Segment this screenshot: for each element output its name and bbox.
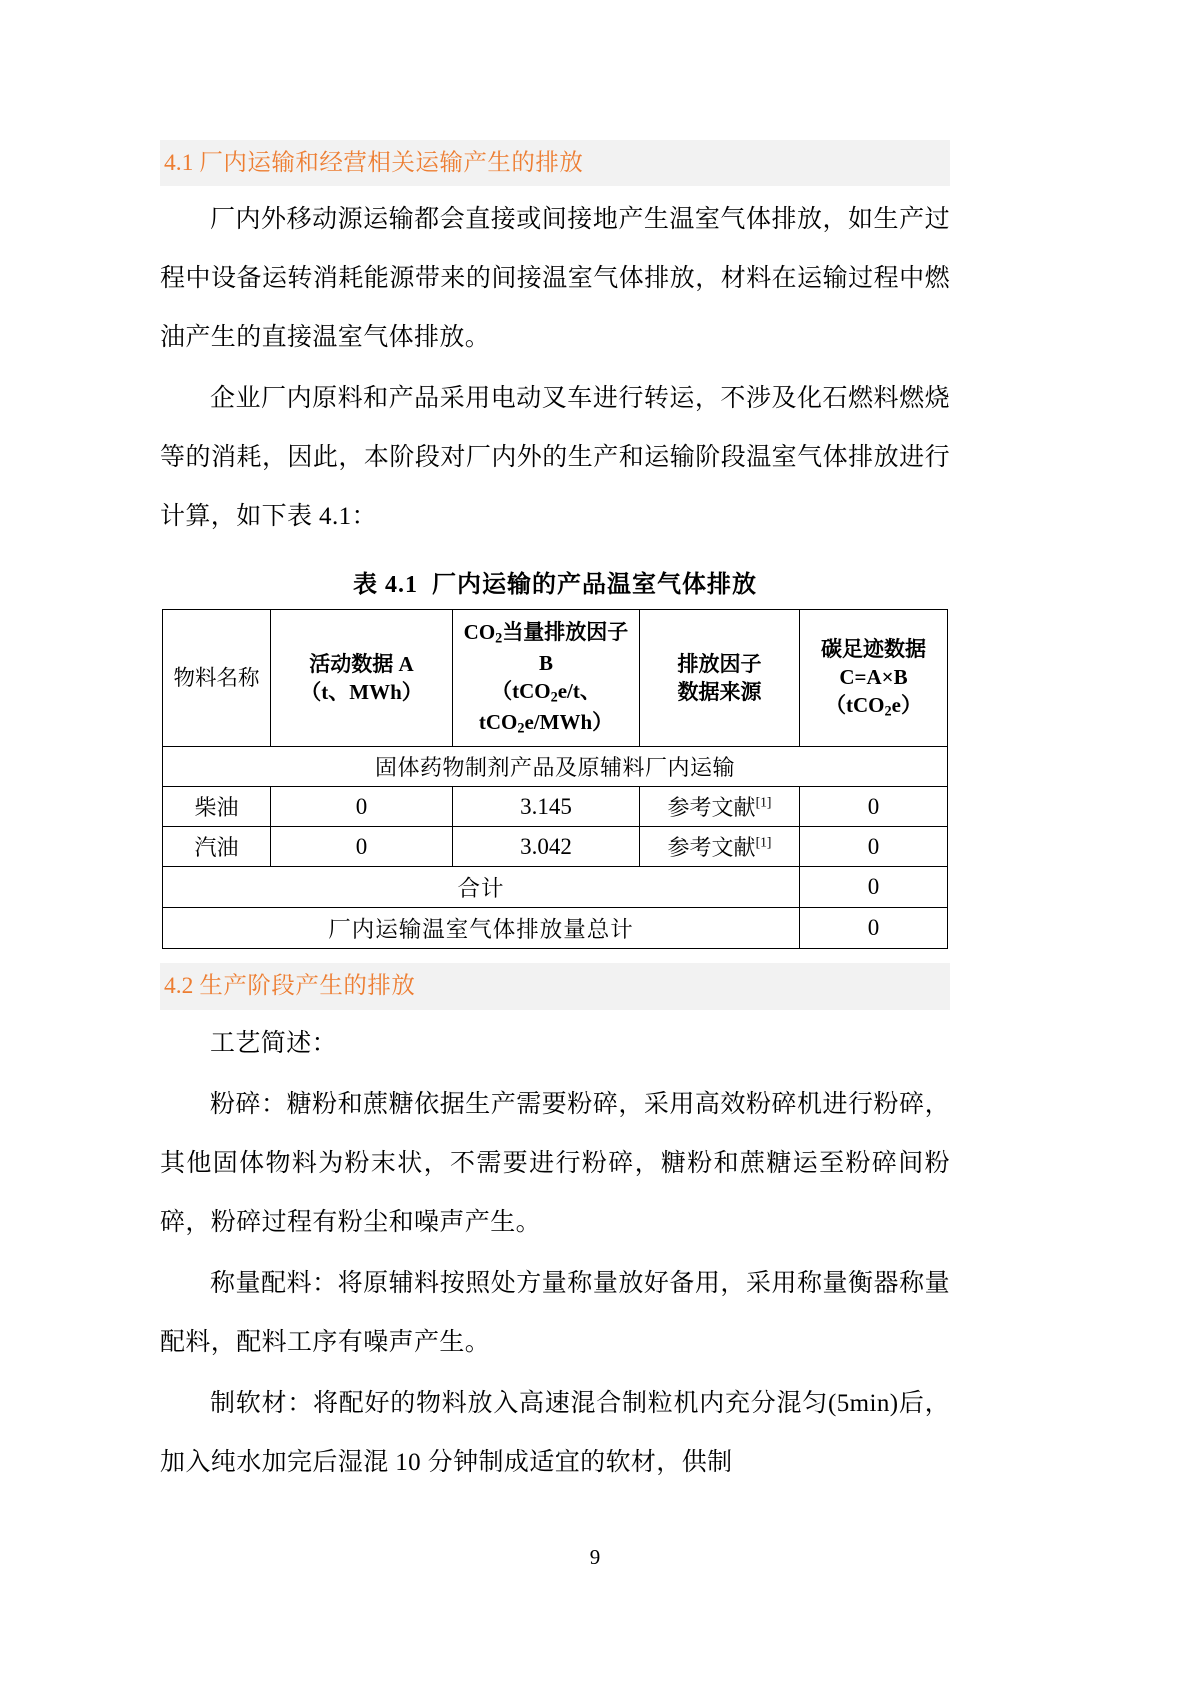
header-factor-source-line2: 数据来源: [677, 680, 762, 705]
header-material-name: 物料名称: [163, 610, 271, 747]
unit-prefix: （tCO: [491, 679, 551, 704]
unit-suffix: e/t、: [557, 679, 601, 704]
table-grandtotal-row: [163, 908, 948, 949]
header-carbon-footprint-line2: C=A×B: [839, 665, 908, 689]
header-factor-source-line1: 排放因子: [677, 652, 762, 677]
cell-emission-factor: 3.042: [453, 827, 640, 867]
cell-factor-source: [640, 787, 800, 827]
heading-4-1-number: 4.1: [164, 150, 194, 176]
subtotal-value: 0: [800, 867, 948, 908]
header-co2-factor-line1: [455, 618, 637, 649]
co2-text: CO: [463, 620, 496, 644]
header-activity-data-line2: （t、MWh）: [300, 680, 423, 705]
cell-carbon-footprint: 0: [800, 787, 948, 827]
paragraph-4-2-4: 制软材：将配好的物料放入高速混合制粒机内充分混匀(5min)后，加入纯水加完后湿混 10 分钟制成适宜的软材，供制: [160, 1389, 950, 1476]
header-activity-data: [271, 610, 453, 747]
table-caption-number: 表 4.1: [353, 572, 418, 599]
cell-emission-factor: 3.145: [453, 787, 640, 827]
header-carbon-footprint-line1: 碳足迹数据: [821, 636, 926, 661]
header-co2-factor-line3: [455, 677, 637, 708]
unit2-prefix: tCO: [478, 710, 518, 734]
unit-subscript: 2: [550, 689, 558, 706]
paragraph-4-2-2: 粉碎：糖粉和蔗糖依据生产需要粉碎，采用高效粉碎机进行粉碎，其他固体物料为粉末状，不需要进行粉碎，糖粉和蔗糖运至粉碎间粉碎，粉碎过程有粉尘和噪声产生。: [160, 1090, 950, 1236]
header-carbon-footprint: [800, 610, 948, 747]
heading-4-2-title: 生产阶段产生的排放: [199, 971, 416, 1000]
source-reference: [1]: [755, 835, 772, 851]
co2-subscript: 2: [495, 630, 503, 647]
heading-4-2-number: 4.2: [164, 973, 194, 1000]
cell-carbon-footprint: 0: [800, 827, 948, 867]
cf-unit-suffix: e）: [891, 693, 922, 718]
co2-rest: 当量排放因子: [502, 620, 629, 644]
heading-4-2: [160, 963, 950, 1009]
cell-activity-data: 0: [271, 787, 453, 827]
page-content: [160, 140, 950, 1494]
cell-factor-source: [640, 827, 800, 867]
table-header-row: [163, 610, 948, 747]
table-row: [163, 787, 948, 827]
header-co2-factor-line4: [455, 708, 637, 739]
cell-material-name: 汽油: [163, 827, 271, 867]
source-text: 参考文献: [667, 795, 756, 821]
header-co2-factor: [453, 610, 640, 747]
grandtotal-value: 0: [800, 908, 948, 949]
header-carbon-footprint-line3: [802, 691, 945, 722]
emissions-table: [162, 609, 948, 949]
paragraph-4-2-3: 称量配料：将原辅料按照处方量称量放好备用，采用称量衡器称量配料，配料工序有噪声产生。: [160, 1269, 950, 1356]
table-subtotal-row: [163, 867, 948, 908]
header-co2-factor-line2: B: [538, 650, 553, 675]
source-reference: [1]: [755, 795, 772, 811]
paragraph-4-1-1: 厂内外移动源运输都会直接或间接地产生温室气体排放，如生产过程中设备运转消耗能源带来的间接温室气体排放，材料在运输过程中燃油产生的直接温室气体排放。: [160, 206, 950, 352]
section-row-label: 固体药物制剂产品及原辅料厂内运输: [163, 747, 948, 787]
source-text: 参考文献: [667, 835, 756, 861]
heading-4-1: [160, 140, 950, 186]
table-row: [163, 827, 948, 867]
page-number: 9: [589, 1545, 601, 1569]
heading-4-1-title: 厂内运输和经营相关运输产生的排放: [199, 148, 584, 176]
cf-unit-subscript: 2: [884, 703, 892, 720]
cell-material-name: 柴油: [163, 787, 271, 827]
grandtotal-label: 厂内运输温室气体排放量总计: [163, 908, 800, 949]
table-section-row: [163, 747, 948, 787]
subtotal-label: 合计: [163, 867, 800, 908]
unit2-subscript: 2: [517, 720, 525, 737]
header-factor-source: [640, 610, 800, 747]
paragraph-4-2-1: 工艺简述：: [210, 1029, 338, 1057]
paragraph-4-1-2: 企业厂内原料和产品采用电动叉车进行转运，不涉及化石燃料燃烧等的消耗，因此，本阶段对厂内外的生产和运输阶段温室气体排放进行计算，如下表 4.1：: [160, 385, 950, 531]
cell-activity-data: 0: [271, 827, 453, 867]
header-activity-data-line1: 活动数据 A: [309, 652, 414, 677]
table-caption-title: 厂内运输的产品温室气体排放: [432, 572, 757, 599]
unit2-suffix: e/MWh）: [524, 710, 614, 734]
table-caption: [160, 564, 950, 599]
cf-unit-prefix: （tCO: [825, 693, 885, 718]
